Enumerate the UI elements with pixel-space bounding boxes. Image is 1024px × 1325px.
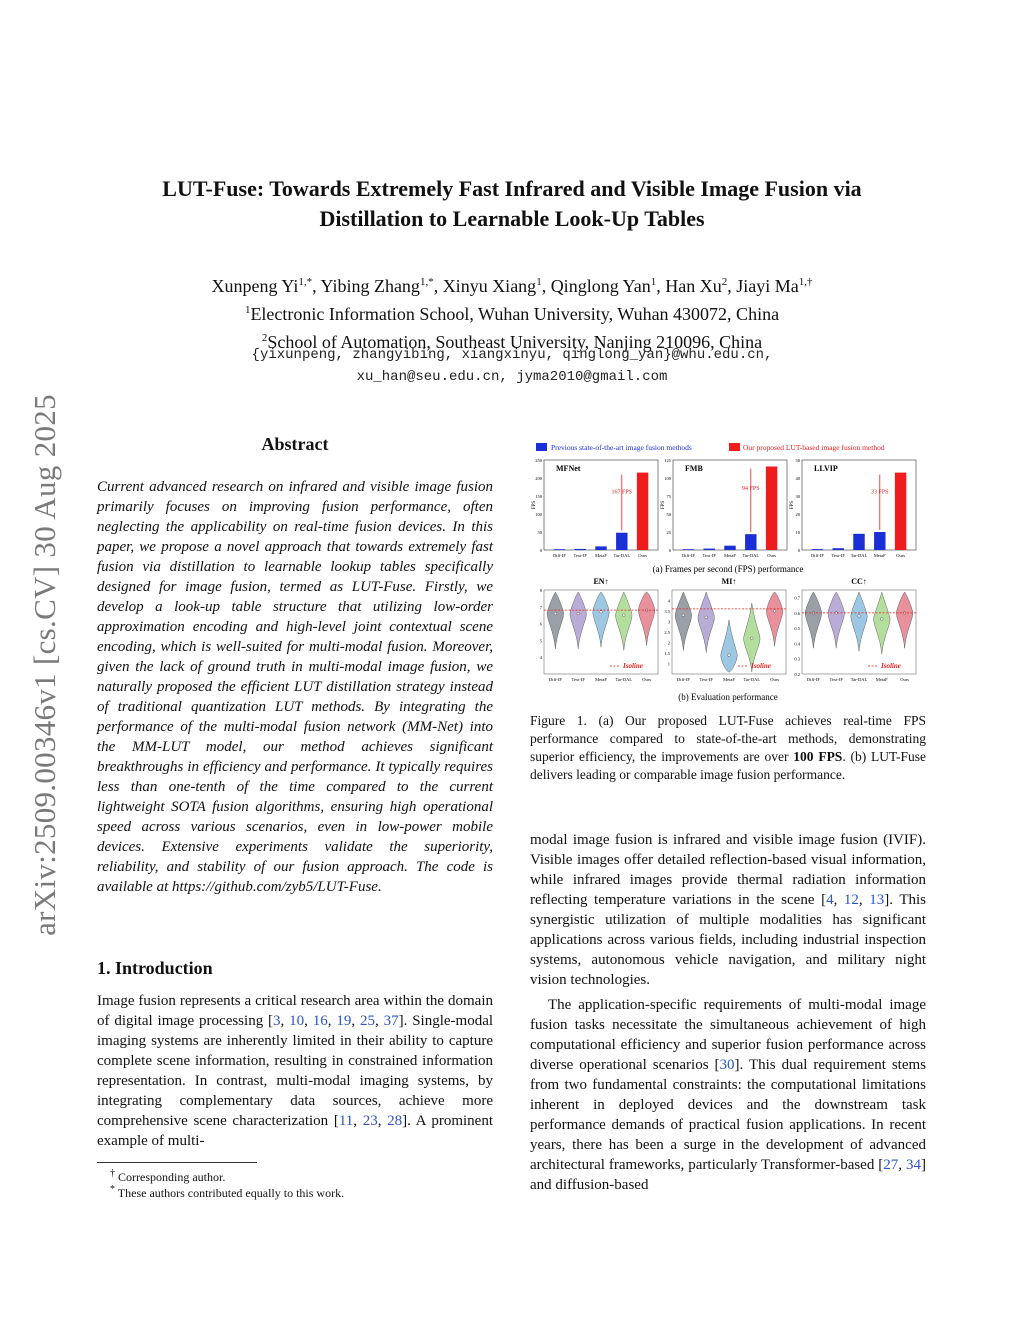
affiliation-1: $^1$Electronic Information School, Wuhan University, Wuhan 430072, China bbox=[244, 304, 780, 324]
email-line-2: xu_han@seu.edu.cn, jyma2010@gmail.com bbox=[356, 369, 668, 385]
violin-shape bbox=[721, 620, 737, 672]
bar-y-tick: 30 bbox=[795, 494, 800, 499]
violin-median bbox=[554, 612, 557, 615]
violin-y-tick: 5 bbox=[539, 638, 542, 644]
bar-y-tick: 75 bbox=[666, 494, 671, 499]
citation-link[interactable]: 30 bbox=[719, 1057, 735, 1073]
paper-title bbox=[0, 174, 1024, 234]
violin-y-tick: 0.2 bbox=[794, 672, 800, 677]
legend-ours-label: Our proposed LUT-based image fusion method bbox=[743, 443, 885, 452]
violin-panel-title: EN↑ bbox=[593, 577, 609, 586]
figure-caption: Figure 1. (a) Our proposed LUT-Fuse achieves real-time FPS performance compared to state-of-the-art methods, demonstrating superior efficiency, the improvements are over 100 FPS. (b) LUT-Fuse delivers leading or comparable image fusion performance. bbox=[530, 713, 926, 782]
violin-panel-title: MI↑ bbox=[721, 577, 737, 586]
violin-y-tick: 0.5 bbox=[794, 626, 800, 632]
violin-median bbox=[881, 618, 884, 621]
violin-y-tick: 4 bbox=[667, 598, 670, 604]
arxiv-side-stamp: arXiv:2509.00346v1 [cs.CV] 30 Aug 2025 bbox=[27, 394, 62, 936]
violin-x-tick: MetaF bbox=[595, 677, 607, 682]
bar-panel-title: LLVIP bbox=[814, 464, 838, 473]
isoline-legend-label: Isoline bbox=[623, 662, 643, 670]
bar-x-tick: Tar-DAL bbox=[613, 553, 631, 558]
violin-y-tick: 2.5 bbox=[664, 630, 670, 635]
fps-bar bbox=[703, 549, 714, 550]
violin-x-tick: Tar-DAL bbox=[615, 677, 633, 682]
bar-y-tick: 10 bbox=[795, 530, 800, 535]
bar-x-tick: Ours bbox=[767, 553, 776, 558]
bar-y-tick: 200 bbox=[535, 476, 542, 481]
bar-y-tick: 0 bbox=[797, 548, 800, 553]
violin-y-tick: 7 bbox=[539, 604, 542, 610]
citation-link[interactable]: 25 bbox=[359, 1013, 375, 1029]
violin-y-tick: 6 bbox=[539, 621, 542, 627]
violin-x-tick: Diff-IF bbox=[548, 677, 562, 682]
violin-x-tick: Ours bbox=[642, 677, 651, 682]
bar-y-tick: 125 bbox=[664, 458, 671, 463]
violin-x-tick: Text-IF bbox=[571, 677, 585, 682]
fps-bar bbox=[554, 549, 565, 550]
violin-y-tick: 3.5 bbox=[664, 609, 670, 614]
violin-shape bbox=[638, 592, 654, 645]
legend-prev-label: Previous state-of-the-art image fusion methods bbox=[551, 443, 692, 452]
bar-x-tick: Tar-DAL bbox=[850, 553, 868, 558]
violin-shape bbox=[805, 592, 821, 648]
fps-gain-label: 167 FPS bbox=[611, 489, 633, 496]
violin-y-tick: 0.7 bbox=[794, 595, 800, 601]
bar-y-tick: 25 bbox=[666, 530, 671, 535]
violin-median bbox=[751, 637, 754, 640]
fps-bar bbox=[683, 549, 694, 550]
bar-y-tick: 50 bbox=[795, 458, 800, 463]
isoline-legend-label: Isoline bbox=[881, 662, 901, 670]
fps-bar bbox=[724, 546, 735, 550]
bar-y-tick: 40 bbox=[795, 476, 800, 481]
bar-y-tick: 50 bbox=[666, 512, 671, 517]
fps-bar bbox=[595, 546, 606, 550]
bar-x-tick: Tar-DAL bbox=[742, 553, 760, 558]
fps-bar bbox=[853, 534, 864, 550]
violin-shape bbox=[616, 592, 632, 650]
violin-y-tick: 2 bbox=[667, 640, 670, 646]
bar-x-tick: Text-IF bbox=[831, 553, 845, 558]
footnote-rule bbox=[97, 1162, 257, 1163]
bar-y-tick: 0 bbox=[539, 548, 542, 553]
bar-y-label: FPS bbox=[790, 500, 795, 510]
abstract-heading: Abstract bbox=[261, 434, 329, 454]
citation-link[interactable]: 16 bbox=[312, 1013, 328, 1029]
violin-shape bbox=[547, 592, 563, 649]
title-line-2: Distillation to Learnable Look-Up Tables bbox=[319, 206, 705, 231]
citation-link[interactable]: 13 bbox=[869, 892, 885, 908]
violin-x-tick: Ours bbox=[900, 677, 909, 682]
violin-x-tick: Text-IF bbox=[829, 677, 843, 682]
violin-median bbox=[728, 654, 731, 657]
footnote-corresponding: † Corresponding author. bbox=[110, 1168, 226, 1184]
violin-shape bbox=[698, 592, 714, 653]
email-line-1: {yixunpeng, zhangyibing, xiangxinyu, qinglong_yan}@whu.edu.cn, bbox=[251, 347, 773, 363]
citation-link[interactable]: 12 bbox=[843, 892, 859, 908]
violin-median bbox=[705, 616, 708, 619]
fps-bar bbox=[874, 532, 885, 550]
fps-bar bbox=[895, 473, 906, 550]
violin-shape bbox=[593, 592, 609, 647]
violin-shape bbox=[828, 592, 844, 648]
violin-median bbox=[858, 615, 861, 618]
violin-y-tick: 0.6 bbox=[794, 610, 800, 616]
abstract-text: Current advanced research on infrared and visible image fusion primarily focuses on improving fusion performance, often neglecting the applicability on real-time fusion devices. In this paper, we propose a novel approach that towards extremely fast fusion via distillation to learnable lookup tables specifically designed for image fusion, termed as LUT-Fuse. Firstly, we develop a look-up table structure that utilizing low-order approximation encoding and high-level joint contextual scene encoding, which is well-suited for multi-modal fusion. Moreover, given the lack of ground truth in multi-modal image fusion, we naturally proposed the efficient LUT distillation strategy instead of traditional quantization LUT methods. By integrating the performance of the multi-modal fusion network (MM-Net) into the MM-LUT model, our method achieves significant breakthroughs in efficiency and performance. It typically requires less than one-tenth of the time compared to the current lightweight SOTA fusion algorithms, ensuring high operational speed across various scenarios, even in low-power mobile devices. Extensive experiments validate the superiority, reliability, and stability of our fusion approach. The code is available at https://github.com/zyb5/LUT-Fuse. bbox=[97, 479, 493, 895]
violin-shape bbox=[675, 592, 691, 650]
legend-ours-swatch bbox=[729, 443, 740, 451]
violin-y-tick: 4 bbox=[539, 655, 542, 661]
bar-y-tick: 150 bbox=[535, 494, 542, 499]
bar-panel-title: FMB bbox=[685, 464, 703, 473]
violin-x-tick: Ours bbox=[770, 677, 779, 682]
violin-y-tick: 0.3 bbox=[794, 656, 800, 662]
violin-median bbox=[577, 612, 580, 615]
title-line-1: LUT-Fuse: Towards Extremely Fast Infrared and Visible Image Fusion via bbox=[162, 176, 862, 201]
violin-x-tick: MetaF bbox=[723, 677, 735, 682]
violin-x-tick: Diff-IF bbox=[676, 677, 690, 682]
author-emails bbox=[0, 344, 1024, 388]
violin-y-tick: 3 bbox=[667, 619, 670, 625]
violin-median bbox=[623, 614, 626, 617]
fps-bar bbox=[574, 549, 585, 550]
violin-y-tick: 0.4 bbox=[794, 641, 800, 647]
citation-link[interactable]: 37 bbox=[383, 1013, 399, 1029]
isoline-legend-label: Isoline bbox=[751, 662, 771, 670]
bar-panel-title: MFNet bbox=[556, 464, 581, 473]
violin-shape bbox=[766, 592, 782, 646]
violin-x-tick: Diff-IF bbox=[806, 677, 820, 682]
violin-y-tick: 1 bbox=[667, 661, 670, 667]
footnote-equal: * These authors contributed equally to this work. bbox=[110, 1184, 345, 1200]
violin-x-tick: Text-IF bbox=[699, 677, 713, 682]
citation-link[interactable]: 11 bbox=[338, 1113, 354, 1129]
citation-link[interactable]: 3 bbox=[273, 1013, 281, 1029]
right-column-text bbox=[530, 830, 926, 1195]
fps-bar bbox=[832, 548, 843, 550]
fps-bar bbox=[745, 534, 756, 550]
violin-x-tick: Tar-DAL bbox=[743, 677, 761, 682]
violin-shape bbox=[851, 592, 867, 651]
violin-median bbox=[773, 610, 776, 613]
fps-bar bbox=[812, 549, 823, 550]
bar-x-tick: Ours bbox=[638, 553, 647, 558]
violin-shape bbox=[896, 592, 912, 648]
intro-heading: 1. Introduction bbox=[97, 958, 213, 978]
bar-x-tick: Ours bbox=[896, 553, 905, 558]
figure-1 bbox=[530, 438, 926, 706]
bar-x-tick: Diff-IF bbox=[552, 553, 566, 558]
bar-y-tick: 20 bbox=[795, 512, 800, 517]
subcaption-a: (a) Frames per second (FPS) performance bbox=[652, 564, 804, 574]
fps-bar bbox=[637, 473, 648, 550]
fps-bar bbox=[616, 533, 627, 550]
violin-median bbox=[682, 614, 685, 617]
bar-x-tick: MetaF bbox=[595, 553, 607, 558]
violin-y-tick: 8 bbox=[539, 588, 542, 593]
bar-x-tick: Diff-IF bbox=[810, 553, 824, 558]
violin-shape bbox=[874, 592, 890, 654]
bar-x-tick: MetaF bbox=[873, 553, 886, 558]
violin-x-tick: Tar-DAL bbox=[850, 677, 868, 682]
citation-link[interactable]: 23 bbox=[362, 1113, 378, 1129]
violin-y-tick: 1.5 bbox=[664, 651, 670, 656]
violin-panel-title: CC↑ bbox=[851, 577, 867, 586]
bar-y-label: FPS bbox=[532, 500, 537, 510]
author-block bbox=[0, 270, 1024, 354]
citation-link[interactable]: 19 bbox=[336, 1013, 352, 1029]
bar-y-tick: 100 bbox=[664, 476, 671, 481]
fps-gain-label: 33 FPS bbox=[871, 489, 889, 496]
requirements-paragraph: The application-specific requirements of multi-modal image fusion tasks necessitate the simultaneous achievement of high computational efficiency and superior fusion performance across diverse operational scenarios [30]. This dual requirement stems from two fundamental constraints: the computational limitations inherent in deployed devices and the downstream task performance demands of practical fusion applications. In recent years, there has been a surge in the development of advanced architectural frameworks, particularly Transformer-based [27, 34] and diffusion-based bbox=[530, 997, 926, 1193]
bar-x-tick: Text-IF bbox=[573, 553, 587, 558]
author-names: Xunpeng $Yi^{1,*}$, Yibing Zhang$^{1,*}$, Xinyu Xiang$^1$, Qinglong Yan$^1$, Han Xu$^2$, Jiayi $Ma^{1,\dagger}$ bbox=[211, 276, 813, 296]
bar-x-tick: Text-IF bbox=[702, 553, 716, 558]
intro-paragraph: Image fusion represents a critical research area within the domain of digital image processing [3, 10, 16, 19, 25, 37]. Single-modal imaging systems are inherently limited in their ability to capture complete scene information, resulting in constrained information representation. In contrast, multi-modal imaging systems, by integrating complementary data sources, achieve more comprehensive scene characterization [11, 23, 28]. A prominent example of multi- bbox=[97, 993, 494, 1149]
bar-y-tick: 250 bbox=[535, 458, 542, 463]
citation-link[interactable]: 28 bbox=[387, 1113, 403, 1129]
bar-y-label: FPS bbox=[661, 500, 666, 510]
citation-link[interactable]: 10 bbox=[289, 1013, 305, 1029]
violin-median bbox=[600, 611, 603, 614]
citation-link[interactable]: 34 bbox=[906, 1157, 921, 1173]
bar-y-tick: 0 bbox=[668, 548, 671, 553]
bar-x-tick: Diff-IF bbox=[681, 553, 695, 558]
subcaption-b: (b) Evaluation performance bbox=[678, 692, 778, 702]
bar-y-tick: 50 bbox=[537, 530, 542, 535]
ivif-paragraph: modal image fusion is infrared and visible image fusion (IVIF). Visible images offer detailed reflection-based visual information, while infrared images provide thermal radiation information reflecting temperature variations in the scene [4, 12, 13]. This synergistic utilization of multiple modalities has significant applications across various fields, including industrial inspection systems, autonomous vehicle navigation, and military night vision technologies. bbox=[530, 832, 926, 988]
citation-link[interactable]: 27 bbox=[883, 1157, 899, 1173]
violin-x-tick: MetaF bbox=[875, 677, 888, 682]
citation-link[interactable]: 4 bbox=[826, 892, 834, 908]
fps-bar bbox=[766, 466, 777, 550]
legend-prev-swatch bbox=[536, 443, 547, 451]
bar-y-tick: 100 bbox=[535, 512, 542, 517]
violin-shape bbox=[570, 592, 586, 649]
bar-x-tick: MetaF bbox=[724, 553, 736, 558]
affiliation-2: $^2$School of Automation, Southeast University, Nanjing 210096, China bbox=[261, 332, 763, 352]
fps-gain-label: 94 FPS bbox=[742, 486, 760, 493]
